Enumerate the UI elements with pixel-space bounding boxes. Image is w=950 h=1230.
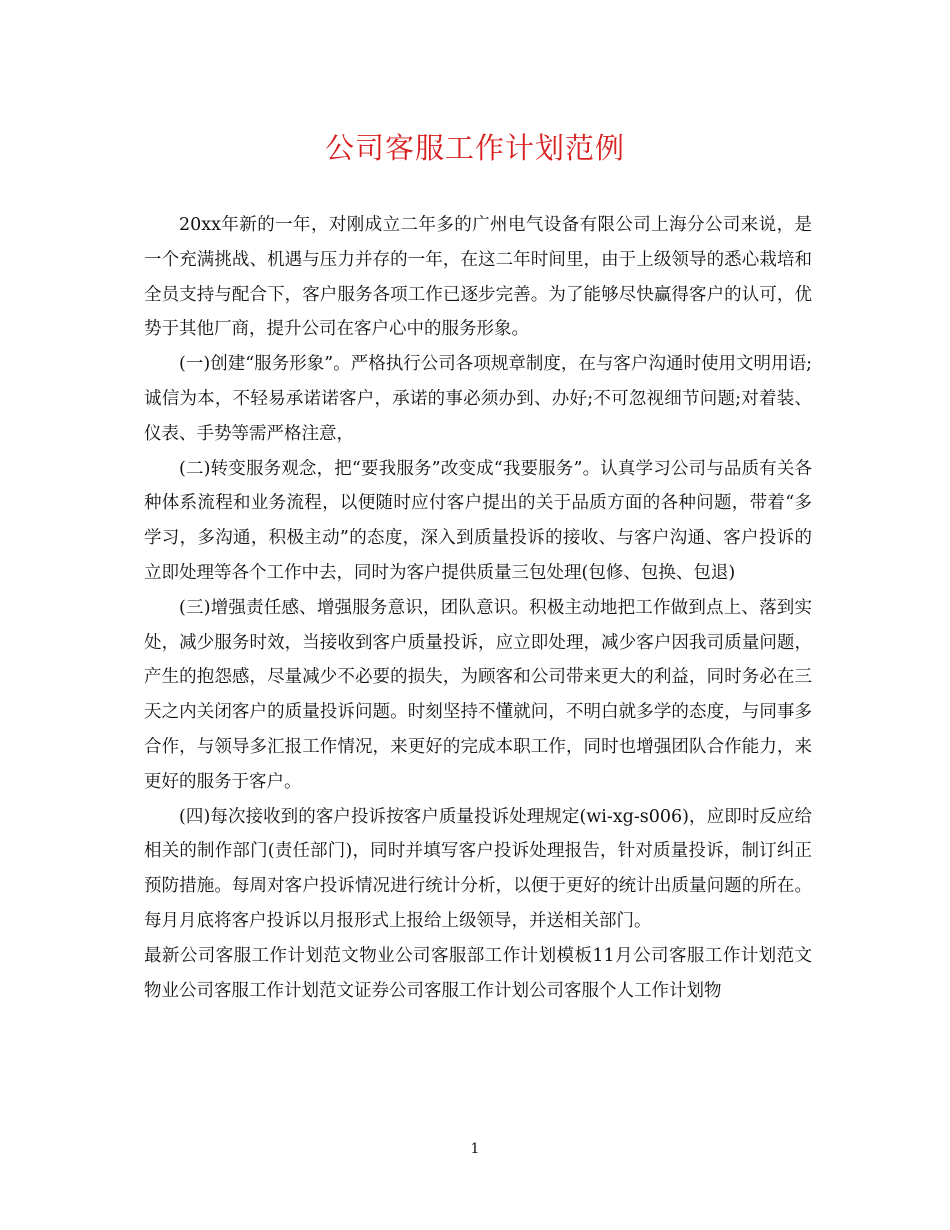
related-links-text: 最新公司客服工作计划范文物业公司客服部工作计划模板11月公司客服工作计划范文物业公司客服工作计划范文证券公司客服工作计划公司客服个人工作计划物 [144, 945, 812, 1001]
paragraph-section-3: (三)增强责任感、增强服务意识，团队意识。积极主动地把工作做到点上、落到实处，减少服务时效，当接收到客户质量投诉，应立即处理，减少客户因我司质量问题，产生的抱怨感，尽量减少不必要的损失，为顾客和公司带来更大的利益，同时务必在三天之内关闭客户的质量投诉问题。时刻坚持不懂就问，不明白就多学的态度，与同事多合作，与领导多汇报工作情况，来更好的完成本职工作，同时也增强团队合作能力，来更好的服务于客户。 [144, 597, 812, 792]
paragraph-section-4: (四)每次接收到的客户投诉按客户质量投诉处理规定(wi-xg-s006)，应即时反应给相关的制作部门(责任部门)，同时并填写客户投诉处理报告，针对质量投诉，制订纠正预防措施。每周对客户投诉情况进行统计分析，以便于更好的统计出质量问题的所在。每月月底将客户投诉以月报形式上报给上级领导，并送相关部门。 [144, 806, 812, 931]
page-number: 1 [470, 1141, 480, 1157]
paragraph-section-2: (二)转变服务观念，把“要我服务”改变成“我要服务”。认真学习公司与品质有关各种体系流程和业务流程，以便随时应付客户提出的关于品质方面的各种问题，带着“多学习，多沟通，积极主动”的态度，深入到质量投诉的接收、与客户沟通、客户投诉的立即处理等各个工作中去，同时为客户提供质量三包处理(包修、包换、包退) [144, 458, 812, 583]
document-title: 公司客服工作计划范例 [324, 131, 625, 165]
paragraph-intro: 20xx年新的一年，对刚成立二年多的广州电气设备有限公司上海分公司来说，是一个充满挑战、机遇与压力并存的一年，在这二年时间里，由于上级领导的悉心栽培和全员支持与配合下，客户服务各项工作已逐步完善。为了能够尽快赢得客户的认可，优势于其他厂商，提升公司在客户心中的服务形象。 [144, 215, 812, 340]
paragraph-section-1: (一)创建“服务形象”。严格执行公司各项规章制度，在与客户沟通时使用文明用语;诚信为本，不轻易承诺诺客户，承诺的事必须办到、办好;不可忽视细节问题;对着装、仪表、手势等需严格注意， [144, 354, 812, 444]
document-body [144, 208, 812, 1008]
